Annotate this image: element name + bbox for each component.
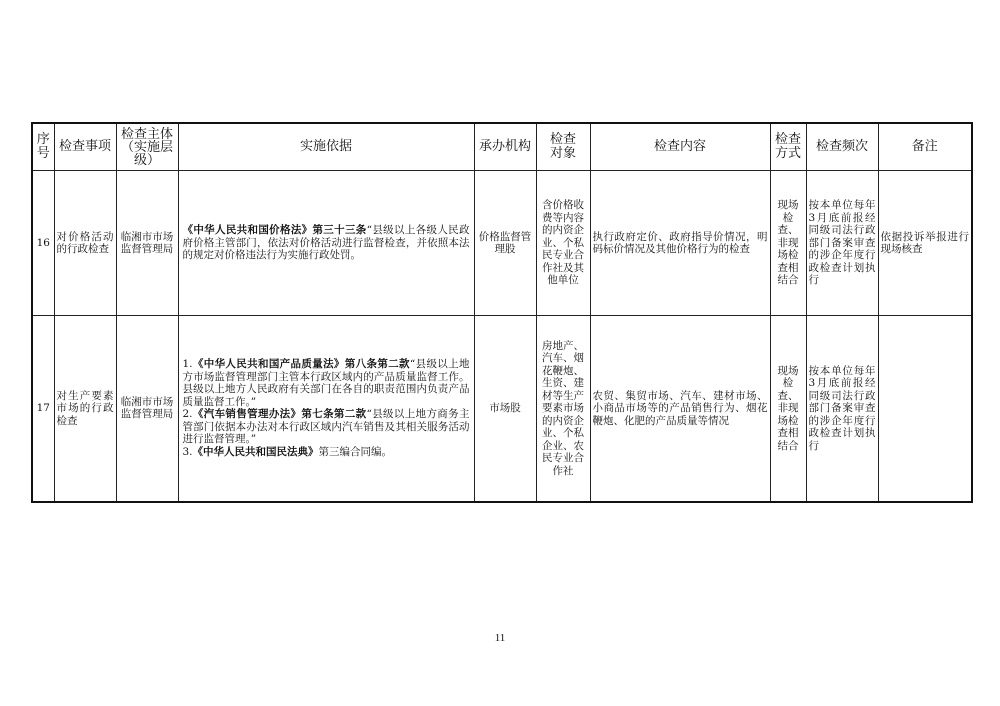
table-row: [32, 171, 972, 316]
header-no: 序号: [32, 123, 54, 171]
basis-prefix: 2.: [182, 408, 193, 421]
row-target: 房地产、汽车、烟花鞭炮、生资、建材等生产要素市场的内资企业、个私企业、农民专业合作社: [536, 316, 590, 502]
row-content: 农贸、集贸市场、汽车、建材市场、小商品市场等的产品销售行为、烟花鞭炮、化肥的产品质量等情况: [590, 316, 770, 502]
row-target: 含价格收费等内容的内资企业、个私民专业合作社及其他单位: [536, 171, 590, 316]
row-basis: [178, 316, 474, 502]
basis-law: 《中华人民共和国民法典》: [192, 445, 319, 458]
row-method: 现场检查、非现场检查相结合: [770, 171, 806, 316]
row-method: 现场检查、非现场检查相结合: [770, 316, 806, 502]
basis-prefix: 3.: [182, 445, 193, 458]
basis-text: “县级以上地方商务主管部门依据本办法对本行政区域内汽车销售及其相关服务活动进行监督管理。”: [182, 408, 470, 446]
row-item: 对价格活动的行政检查: [54, 171, 116, 316]
row-content: 执行政府定价、政府指导价情况，明码标价情况及其他价格行为的检查: [590, 171, 770, 316]
basis-law: 《中华人民共和国产品质量法》第八条第二款: [192, 358, 410, 371]
basis-text: 第三编合同编。: [318, 445, 393, 458]
basis-law: 《汽车销售管理办法》第七条第二款: [192, 408, 367, 421]
header-row: [32, 123, 972, 171]
table-row: [32, 316, 972, 502]
basis-law: 《中华人民共和国价格法》第三十三条: [182, 224, 367, 237]
row-org: 价格监督管理股: [474, 171, 536, 316]
header-item: 检查事项: [54, 123, 116, 171]
row-no: 17: [32, 316, 54, 502]
header-target: 检查对象: [536, 123, 590, 171]
row-remark: [878, 316, 972, 502]
header-subject: 检查主体（实施层级）: [116, 123, 178, 171]
header-method: 检查方式: [770, 123, 806, 171]
row-item: 对生产要素市场的行政检查: [54, 316, 116, 502]
basis-text: “县级以上各级人民政府价格主管部门，依法对价格活动进行监督检查，并依照本法的规定对价格违法行为实施行政处罚。: [182, 224, 470, 262]
row-no: 16: [32, 171, 54, 316]
header-content: 检查内容: [590, 123, 770, 171]
row-org: 市场股: [474, 316, 536, 502]
header-basis: 实施依据: [178, 123, 474, 171]
page-number: 11: [494, 632, 506, 644]
header-org: 承办机构: [474, 123, 536, 171]
header-freq: 检查频次: [806, 123, 878, 171]
basis-text: “县级以上地方市场监督管理部门主管本行政区域内的产品质量监督工作。县级以上地方人民政府有关部门在各自的职责范围内负责产品质量监督工作。”: [182, 358, 470, 408]
row-remark: 依据投诉举报进行现场核查: [878, 171, 972, 316]
inspection-table: [31, 122, 973, 503]
basis-prefix: 1.: [182, 358, 193, 371]
row-basis: [178, 171, 474, 316]
row-subject: 临湘市市场监督管理局: [116, 171, 178, 316]
row-freq: 按本单位每年3月底前报经同级司法行政部门备案审查的涉企年度行政检查计划执行: [806, 316, 878, 502]
header-remark: 备注: [878, 123, 972, 171]
row-freq: 按本单位每年3月底前报经同级司法行政部门备案审查的涉企年度行政检查计划执行: [806, 171, 878, 316]
row-subject: 临湘市市场监督管理局: [116, 316, 178, 502]
